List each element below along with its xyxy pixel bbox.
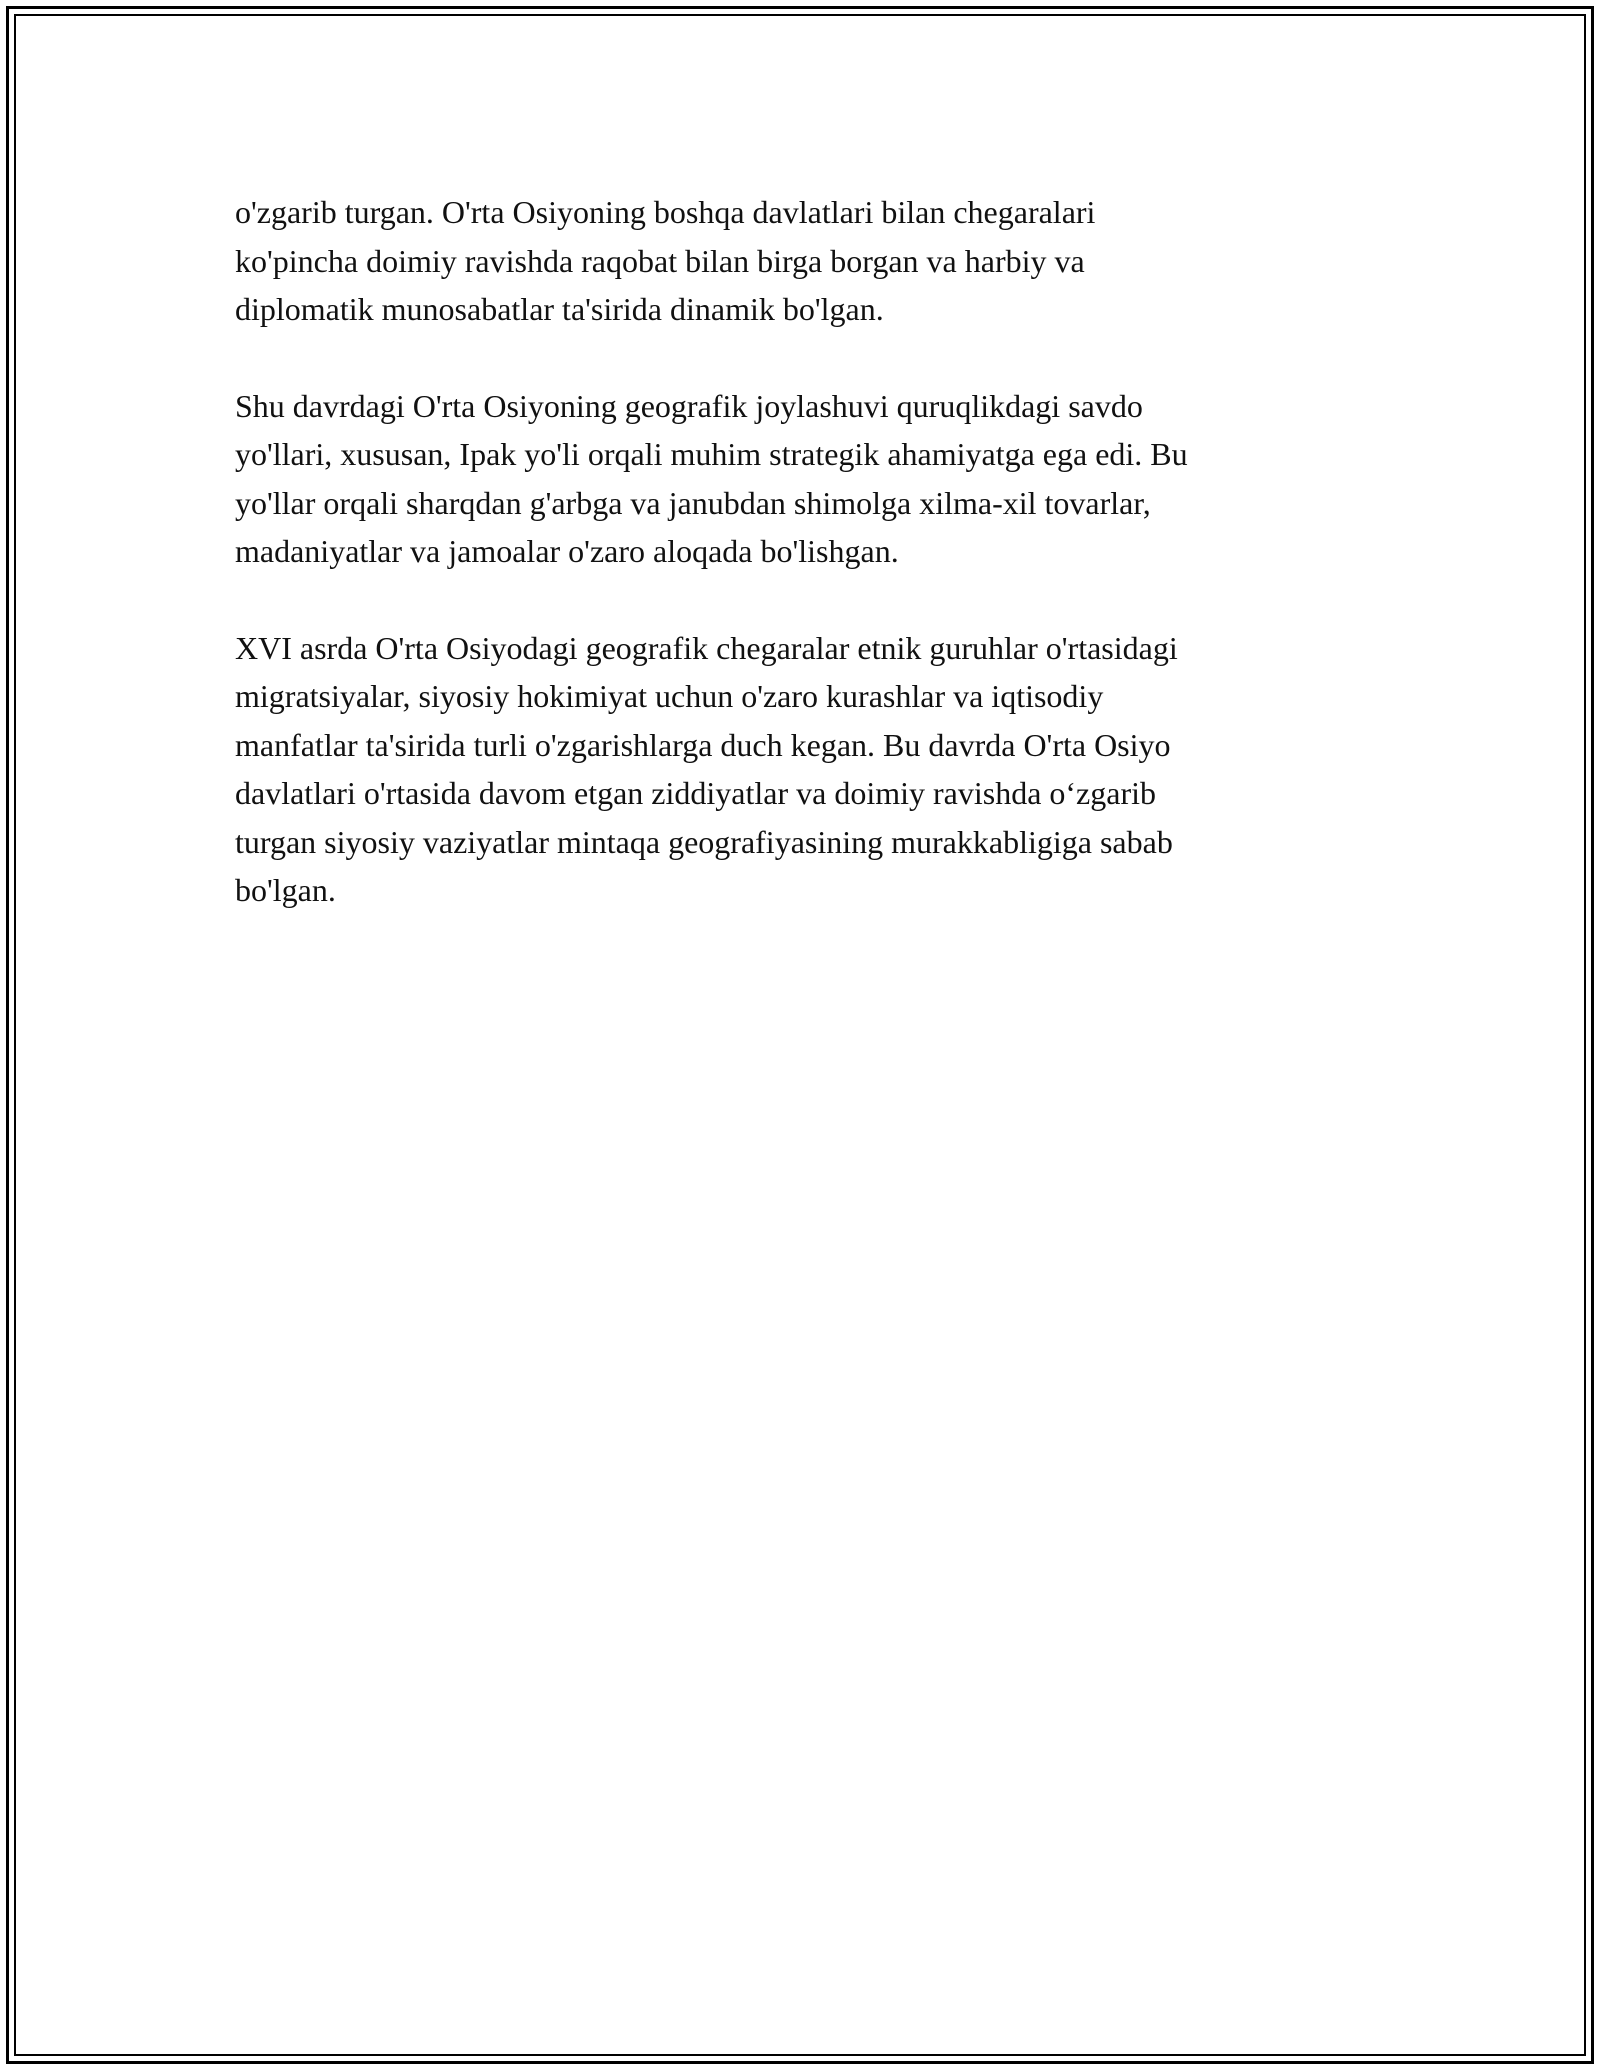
- text-line: yo'llar orqali sharqdan g'arbga va janubdan shimolga xilma-xil tovarlar,: [235, 484, 1151, 521]
- text-line: diplomatik munosabatlar ta'sirida dinamik bo'lgan.: [235, 291, 884, 327]
- text-line: o'zgarib turgan. O'rta Osiyoning boshqa davlatlari bilan chegaralari: [235, 194, 1096, 230]
- paragraph-1: [235, 188, 1345, 334]
- text-line: migratsiyalar, siyosiy hokimiyat uchun o'zaro kurashlar va iqtisodiy: [235, 678, 1104, 714]
- text-line: ko'pincha doimiy ravishda raqobat bilan birga borgan va harbiy va: [235, 242, 1085, 279]
- text-line: madaniyatlar va jamoalar o'zaro aloqada bo'lishgan.: [235, 533, 899, 569]
- paragraph-3: [235, 624, 1345, 915]
- text-line: yo'llari, xususan, Ipak yo'li orqali muhim strategik ahamiyatga ega edi. Bu: [235, 436, 1188, 472]
- text-line: Shu davrdagi O'rta Osiyoning geografik joylashuvi quruqlikdagi savdo: [235, 387, 1143, 424]
- paragraph-2: [235, 382, 1345, 576]
- text-line: bo'lgan.: [235, 872, 336, 908]
- text-line: turgan siyosiy vaziyatlar mintaqa geografiyasining murakkabligiga sabab: [235, 823, 1173, 860]
- document-body: [235, 188, 1345, 963]
- text-line: manfatlar ta'sirida turli o'zgarishlarga duch kegan. Bu davrda O'rta Osiyo: [235, 726, 1171, 763]
- text-line: XVI asrda O'rta Osiyodagi geografik chegaralar etnik guruhlar o'rtasidagi: [235, 629, 1178, 666]
- text-line: davlatlari o'rtasida davom etgan ziddiyatlar va doimiy ravishda o‘zgarib: [235, 775, 1156, 811]
